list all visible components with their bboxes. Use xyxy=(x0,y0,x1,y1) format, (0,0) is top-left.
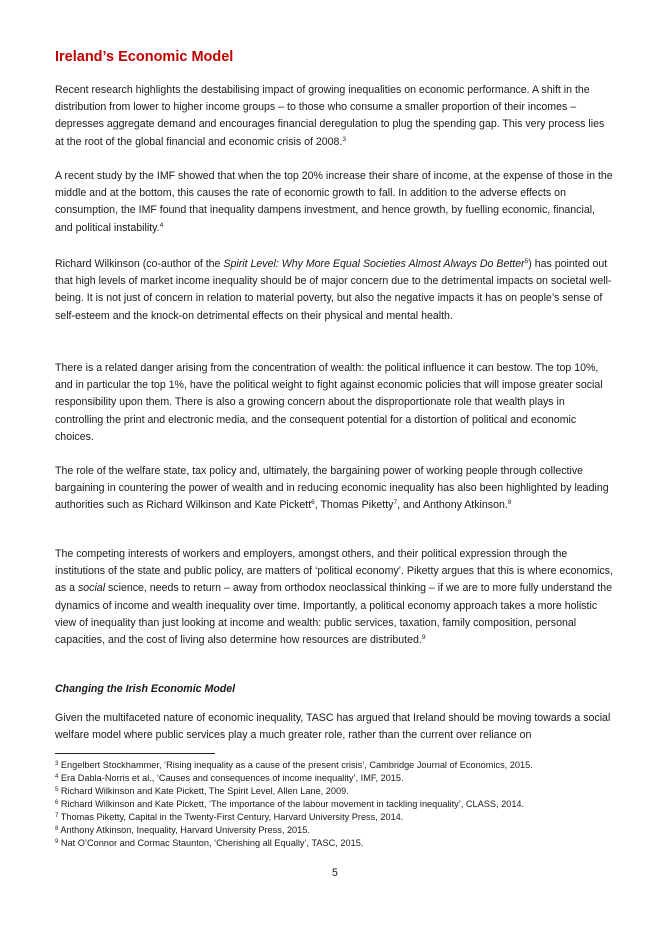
section-heading: Ireland’s Economic Model xyxy=(55,49,234,65)
book-title: Spirit Level: Why More Equal Societies Almost Always Do Better xyxy=(223,258,525,270)
paragraph-wealth-concentration: There is a related danger arising from the concentration of wealth: the political influence it can bestow. The top 10%, and in particular the top 1%, have the political weight to fight against economic policies that will impose greater social responsibility upon them. There is also a growing concern about the disproportionate role that wealth plays in controlling the print and electronic media, and the consequent potential for a distortion of political and economic choices. xyxy=(55,362,603,443)
footnote-ref-6[interactable]: 6 xyxy=(311,499,315,507)
paragraph-welfare-state: The role of the welfare state, tax policy and, ultimately, the bargaining power of working people through collective bargaining in countering the power of wealth and in reducing economic inequality has also been highlighted by leading authorities such as Richard Wilkinson and Kate Pickett$^6$, Thomas Piketty$^7$, and Anthony Atkinson.$^8$ xyxy=(55,465,609,512)
paragraph-wilkinson: Richard Wilkinson (co-author of the Spirit Level: Why More Equal Societies Almost Always Do Better$^5$) has pointed out that high levels of market income inequality should be of major concern due to the detrimental impacts on societal well-being. It is not just of concern in relation to material poverty, but also the negative impacts it has on people’s sense of self-esteem and the knock-on detrimental effects on their physical and mental health. xyxy=(55,258,612,322)
emphasis-social: social xyxy=(77,582,106,595)
footnote: $^9$ Nat O’Connor and Cormac Staunton, ‘Cherishing all Equally’, TASC, 2015. xyxy=(55,838,364,848)
footnote-ref-4[interactable]: 4 xyxy=(159,221,164,229)
footnote-ref-7[interactable]: 7 xyxy=(393,499,398,507)
footnote: $^8$ Anthony Atkinson, Inequality, Harvard University Press, 2015. xyxy=(55,825,310,835)
footnote-ref-5[interactable]: 5 xyxy=(524,258,529,265)
footnote-ref-9[interactable]: 9 xyxy=(421,634,426,642)
footnote: $^6$ Richard Wilkinson and Kate Pickett, ‘The importance of the labour movement in tackling inequality’, CLASS, 2014. xyxy=(55,799,525,809)
paragraph-imf-study: A recent study by the IMF showed that when the top 20% increase their share of income, at the expense of those in the middle and at the bottom, this causes the rate of economic growth to fall. In addition to the adverse effects on consumption, the IMF found that inequality dampens investment, and hence growth, by fuelling economic, financial, and political instability.$^4$ xyxy=(55,170,613,234)
footnote: $^4$ Era Dabla-Norris et al., ‘Causes and consequences of income inequality’, IMF, 2015. xyxy=(55,773,404,783)
footnote: $^3$ Engelbert Stockhammer, ‘Rising inequality as a cause of the present crisis’, Cambridge Journal of Economics, 2015. xyxy=(55,760,533,770)
footnote-ref-3[interactable]: 3 xyxy=(342,135,347,143)
paragraph-inequality-performance: Recent research highlights the destabilising impact of growing inequalities on economic performance. A shift in the distribution from lower to higher income groups – to those who consume a smaller proportion of their incomes – depresses aggregate demand and encourages financial deregulation to plug the spending gap. This very process lies at the root of the global financial and economic crisis of 2008.$^3$ xyxy=(55,84,605,148)
paragraph-closing: Given the multifaceted nature of economic inequality, TASC has argued that Ireland should be moving towards a social welfare model where public services play a much greater role, rather than the current over reliance on xyxy=(55,712,611,742)
footnote: $^7$ Thomas Piketty, Capital in the Twenty-First Century, Harvard University Press, 2014. xyxy=(55,812,404,822)
footnote: $^5$ Richard Wilkinson and Kate Pickett, The Spirit Level, Allen Lane, 2009. xyxy=(55,786,349,796)
footnotes-list xyxy=(55,759,615,850)
page-number: 5 xyxy=(332,867,338,879)
subheading: Changing the Irish Economic Model xyxy=(55,683,236,695)
footnote-ref-8[interactable]: 8 xyxy=(507,499,512,507)
paragraph-political-economy: The competing interests of workers and employers, amongst others, and their political expression through the institutions of the state and public policy, are matters of ‘political economy’. Piketty argues that this is where economics, as a social science, needs to return – away from orthodox neoclassical thinking – if we are to more fully understand the dynamics of income and wealth inequality over time. Importantly, a political economy approach takes a more holistic view of inequality than just looking at income and wealth: public services, taxation, family composition, personal capacities, and the cost of living also determine how resources are distributed.$^9$ xyxy=(55,548,614,647)
footnote-divider xyxy=(55,753,215,754)
